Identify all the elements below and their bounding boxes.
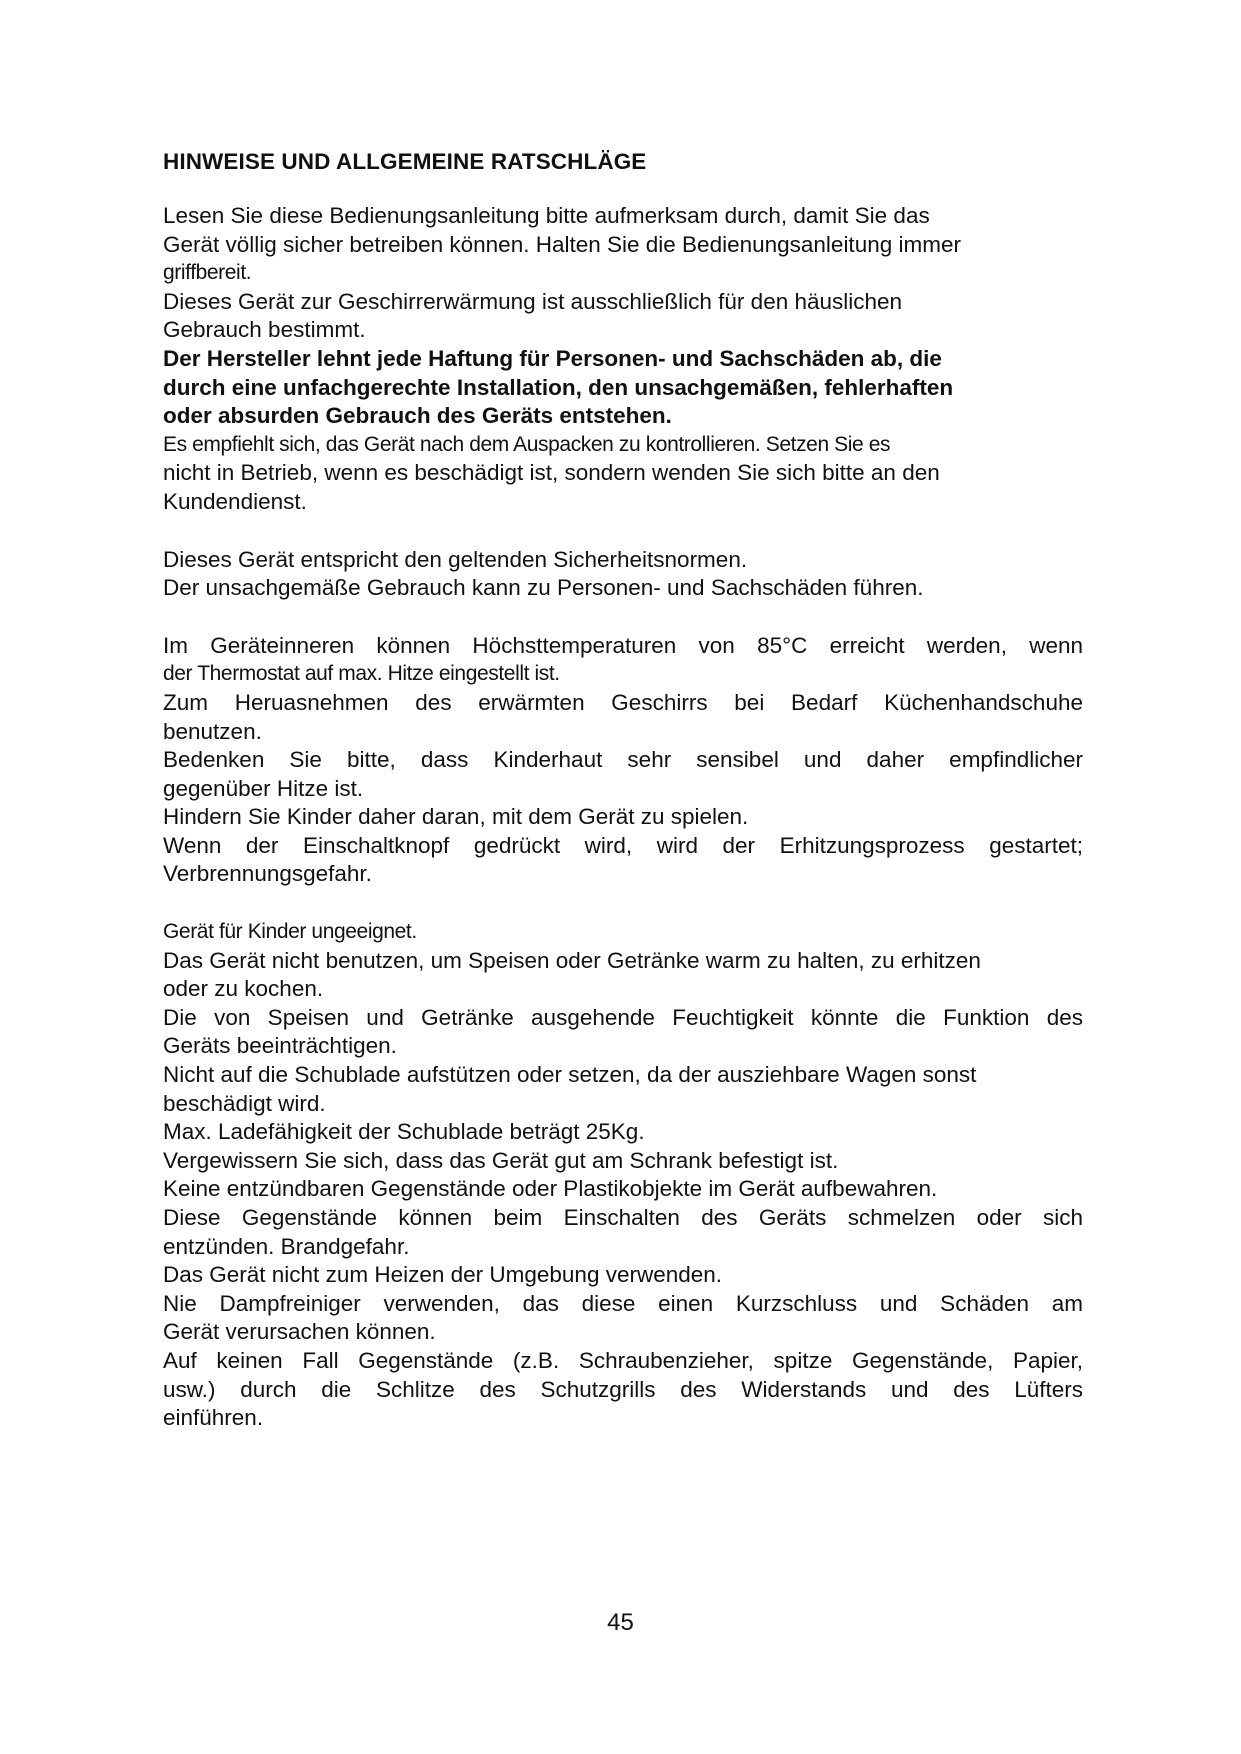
text-line: Max. Ladefähigkeit der Schublade beträgt 25Kg. [163, 1119, 645, 1145]
text-line: Wenn der Einschaltknopf gedrückt wird, wird der Erhitzungsprozess gestartet; [163, 832, 1083, 858]
section-heading: HINWEISE UND ALLGEMEINE RATSCHLÄGE [163, 149, 647, 174]
document-page [163, 148, 1083, 1433]
text-line: Der unsachgemäße Gebrauch kann zu Personen- und Sachschäden führen. [163, 575, 924, 601]
paragraph-gap [163, 603, 1083, 632]
text-line: beschädigt wird. [163, 1090, 326, 1116]
text-line: Kundendienst. [163, 488, 307, 514]
text-line: oder zu kochen. [163, 976, 324, 1002]
text-line: Lesen Sie diese Bedienungsanleitung bitte aufmerksam durch, damit Sie das [163, 203, 930, 228]
text-line: Im Geräteinneren können Höchsttemperaturen von 85°C erreicht werden, wenn [163, 632, 1083, 658]
text-line: griffbereit. [163, 261, 252, 285]
text-line: benutzen. [163, 718, 262, 744]
text-line: Gerät völlig sicher betreiben können. Halten Sie die Bedienungsanleitung immer [163, 231, 961, 257]
text-line: Es empfiehlt sich, das Gerät nach dem Auspacken zu kontrollieren. Setzen Sie es [163, 432, 891, 456]
text-line: Dieses Gerät zur Geschirrerwärmung ist ausschließlich für den häuslichen [163, 288, 903, 314]
warning-text-line: Der Hersteller lehnt jede Haftung für Personen- und Sachschäden ab, die [163, 345, 942, 371]
text-line: Bedenken Sie bitte, dass Kinderhaut sehr sensibel und daher empfindlicher [163, 747, 1083, 773]
text-line: Auf keinen Fall Gegenstände (z.B. Schraubenzieher, spitze Gegenstände, Papier, [163, 1347, 1083, 1373]
warning-text-line: durch eine unfachgerechte Installation, den unsachgemäßen, fehlerhaften [163, 374, 954, 400]
text-line: Diese Gegenstände können beim Einschalten des Geräts schmelzen oder sich [163, 1205, 1083, 1230]
text-line: Hindern Sie Kinder daher daran, mit dem Gerät zu spielen. [163, 804, 749, 830]
paragraph-gap [163, 889, 1083, 918]
text-line: Gebrauch bestimmt. [163, 317, 366, 343]
text-line: Vergewissern Sie sich, dass das Gerät gut am Schrank befestigt ist. [163, 1147, 839, 1173]
page-number: 45 [607, 1609, 634, 1636]
text-line: Verbrennungsgefahr. [163, 861, 372, 887]
text-line: Nicht auf die Schublade aufstützen oder setzen, da der ausziehbare Wagen sonst [163, 1062, 977, 1088]
paragraph-block [163, 546, 1083, 603]
text-line: gegenüber Hitze ist. [163, 775, 364, 801]
text-line: Gerät verursachen können. [163, 1319, 436, 1345]
paragraph-block [163, 632, 1083, 889]
text-line: Geräts beeinträchtigen. [163, 1033, 397, 1059]
body-text [163, 202, 1083, 1433]
text-line: Dieses Gerät entspricht den geltenden Sicherheitsnormen. [163, 546, 748, 572]
text-line: entzünden. Brandgefahr. [163, 1233, 410, 1259]
text-line: Zum Heruasnehmen des erwärmten Geschirrs bei Bedarf Küchenhandschuhe [163, 689, 1083, 715]
text-line: einführen. [163, 1405, 264, 1431]
text-line: der Thermostat auf max. Hitze eingestellt ist. [163, 662, 560, 686]
text-line: Die von Speisen und Getränke ausgehende Feuchtigkeit könnte die Funktion des [163, 1004, 1083, 1030]
text-line: Nie Dampfreiniger verwenden, das diese einen Kurzschluss und Schäden am [163, 1290, 1083, 1316]
text-line: Das Gerät nicht benutzen, um Speisen oder Getränke warm zu halten, zu erhitzen [163, 947, 981, 973]
text-line: usw.) durch die Schlitze des Schutzgrills des Widerstands und des Lüfters [163, 1376, 1083, 1402]
text-line: Gerät für Kinder ungeeignet. [163, 920, 417, 944]
text-line: Keine entzündbaren Gegenstände oder Plastikobjekte im Gerät aufbewahren. [163, 1176, 938, 1202]
text-line: nicht in Betrieb, wenn es beschädigt ist, sondern wenden Sie sich bitte an den [163, 460, 940, 486]
paragraph-block [163, 918, 1083, 1433]
warning-text-line: oder absurden Gebrauch des Geräts entstehen. [163, 403, 672, 429]
text-line: Das Gerät nicht zum Heizen der Umgebung verwenden. [163, 1262, 723, 1288]
paragraph-block [163, 202, 1083, 517]
paragraph-gap [163, 517, 1083, 546]
